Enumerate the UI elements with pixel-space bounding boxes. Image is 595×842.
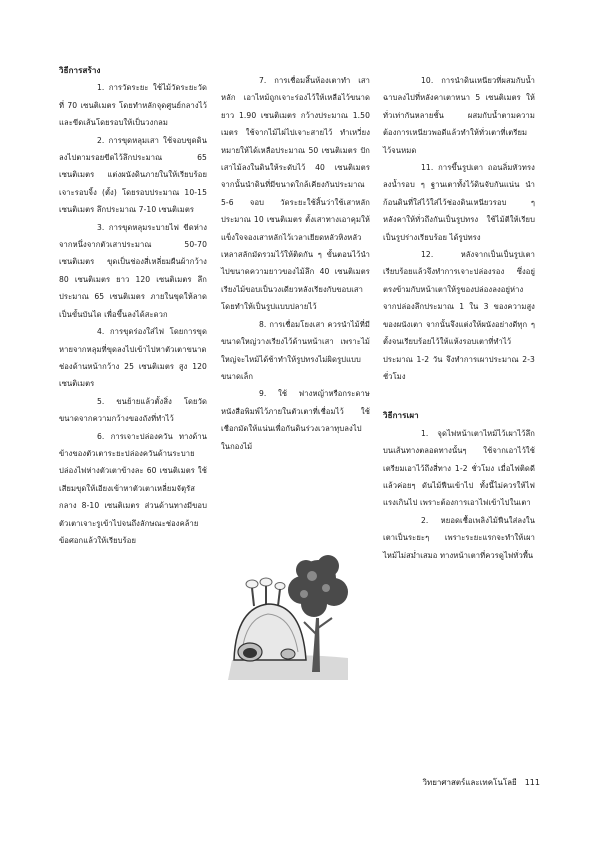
spacer: [383, 385, 535, 407]
step-6-paragraph: 6. การเจาะปล่องควัน ทางด้านข้างของตัวเตาระยะปล่องควันด้านระบายปล่องไฟห่างตัวเตาข้างละ 60 เซนติเมตร ใช้เสียมขุดให้เอียงเข้าหาตัวเตาเหลี่ยมจัตุรัสกลาง 8-10 เซนติเมตร ส่วนด้านทางมีขอบตัวเตาเจาะรูเข้าไปจนถึงลักษณะช่องคล้ายข้อศอกแล้วให้เรียบร้อย: [59, 431, 207, 545]
tree-trunk: [312, 618, 320, 672]
section-heading-firing: วิธีการเผา: [383, 411, 419, 421]
step-1-paragraph: 1. การวัดระยะ ใช้ไม้วัดระยะวัดที่ 70 เซนติเมตร โดยทำหลักจุดศูนย์กลางไว้และขีดเส้นโดยรอบให้เป็นวงกลม: [59, 83, 207, 128]
page-footer: [384, 776, 540, 789]
step-2-paragraph: 2. การขุดหลุมเสา ใช้จอบขุดดินลงไปตามรอยขีดไว้ลึกประมาณ 65 เซนติเมตร แต่งผนังดินภายในให้เรียบร้อย เจาะรอบจิ้ง (ตั้ง) โดยรอบประมาณ 10-15 เซนติเมตร ลึกประมาณ 7-10 เซนติเมตร: [59, 135, 207, 215]
chimney-pipes: [252, 586, 280, 606]
footer-title: วิทยาศาสตร์และเทคโนโลยี: [422, 778, 517, 787]
kiln-mouth-opening: [243, 648, 257, 658]
firing-step-2-paragraph: 2. หยอดเชื้อเพลิงไม้ฟืนใส่ลงในเตาเป็นระยะๆ เพราะระยะแรกจะทำให้เผาไหม้ไม่สม่ำเสมอ ทางหน้าเตาที่ควรดูไฟทั่วพื้น: [383, 515, 535, 560]
step-4-paragraph: 4. การขุดร่องใส่ไฟ โดยการขุดหายจากหลุมที่ขุดลงไปเข้าไปหาตัวเตาขนาดช่องด้านหน้ากว้าง 25 เซนติเมตร สูง 120 เซนติเมตร: [59, 327, 207, 389]
spacer: [221, 62, 370, 72]
spacer: [383, 62, 535, 72]
step-9-paragraph: 9. ใช้ ฟางหญ้าหรือกระดาษหนังสือพิมพ์ไว้ภายในตัวเตาที่เชื่อมไว้ ใช้เชือกมัดให้แน่นเพื่อกันดินร่วงเวลาทุบลงไปในกองไม้: [221, 389, 370, 451]
tree-canopy: [288, 555, 348, 617]
step-8-paragraph: 8. การเชื่อมโยงเสา ควรนำไม้ที่มีขนาดใหญ่วางเรียงไว้ด้านหน้าเสา เพราะไม้ใหญ่จะไหม้ได้ช้าทำให้รูปทรงไม่ผิดรูปแบบขนาดเล็ก: [221, 319, 370, 381]
kiln-illustration: [228, 548, 350, 680]
column-1: [59, 62, 207, 549]
kiln-vent: [281, 649, 295, 659]
section-heading-method: วิธีการสร้าง: [59, 66, 101, 75]
page-number: 111: [524, 778, 540, 787]
step-7-paragraph: 7. การเชื่อมสิ้นห้องเตาทำ เสาหลัก เอาไหม้ถูกเจาะร่องไว้ให้เหลือไว้ขนาดยาว 1.90 เซนติเมตร กว้างประมาณ 1.50 เมตร ใช้จากไม้ไผ่ไปเจาะสายไว้ ทำเหวี่ยงหมายให้ได้เหลือประมาณ 50 เซนติเมตร ปักเสาไม้ลงในดินให้ระดับไว้ 40 เซนติเมตร จากนั้นนำดินที่มีขนาดใกล้เคียงกันประมาณ 5-6 จอบ วัดระยะใช้สิ้นว่าใช้เสาหลักประมาณ 10 เซนติเมตร ตั้งเสาทางเอาคุมให้แข็งใจจองเสาหลักไว้เวลาเยียดหลัวหิงหลัวเหลาสลักมัดรวมไว้ให้ติดกัน ๆ ขั้นตอนไว้นำไปขนาดความยาวของไม้ลึก 40 เซนติเมตร เรียงไม้ขอบเป็นวงเดียวหลังเรียงกับขอบเสา โดยทำให้เป็นรูปแบบปลายไว้: [221, 76, 370, 312]
step-11-paragraph: 11. การขึ้นรูปเตา ถอนลิ่มหัวทรงลงน้ำรอบ ๆ ฐานเตาทั้งไว้ดินจับกันแน่น นำก้อนดินที่ใส่ไว้ใส่ไว้ช่องดินเหนียวรอบ ๆ หลังคาให้ทั่วถึงกันเป็นรูปทรง ใช้ไม้ตีให้เรียบเป็นรูปร่างเรียบร้อย ได้รูปทรง: [383, 163, 535, 242]
column-2: [221, 62, 370, 455]
step-12-paragraph: 12. หลังจากเป็นเป็นรูปเตาเรียบร้อยแล้วจึงทำการเจาะปล่องรอง ซึ่งอยู่ตรงข้ามกับหน้าเตาให้รูของปล่องลงอยู่ห่างจากปล่องลึกประมาณ 1 ใน 3 ของความสูงของผนังเตา จากนั้นจึงแต่งให้ผนังอย่างดีทุก ๆ ตั้งจนเรียบร้อยไว้ให้แห้งรอบเตาที่ทำไว้ประมาณ 1-2 วัน จึงทำการเผาประมาณ 2-3 ชั่วโมง: [383, 250, 535, 381]
step-10-paragraph: 10. การนำดินเหนียวที่ผสมกับน้ำฉาบลงไปที่หลังคาเตาหนา 5 เซนติเมตร ให้ทั่วเท่ากันหลายชั้น ผสมกับน้ำตามความต้องการเหนียวพอดีแล้วทำให้ทั่วเตาที่เตรียมไว้จนหมด: [383, 76, 535, 155]
step-3-paragraph: 3. การขุดหลุมระบายไฟ ขีดห่างจากหนึ่งจากตัวเสาประมาณ 50-70 เซนติเมตร ขุดเป็นช่องสี่เหลี่ยมผืนผ้ากว้าง 80 เซนติเมตร ยาว 120 เซนติเมตร ลึกประมาณ 65 เซนติเมตร ภายในขุดให้ลาดเป็นขั้นบันได เพื่อขึ้นลงได้สะดวก: [59, 222, 207, 319]
step-5-paragraph: 5. ขนย้ายแล้วตั้งสิ่ง โดยวัดขนาดจากความกว้างของถังที่ทำไว้: [59, 396, 207, 424]
column-3: [383, 62, 535, 564]
firing-step-1-paragraph: 1. จุดไฟหน้าเตาไหม้ไว้เผาไว้ลึกบนเส้นทางตลอดทางนั้นๆ ใช้จากเอาไว้ใช้เตรียมเอาไว้ถึงสี่ทาง 1-2 ชั่วโมง เมื่อไฟติดดีแล้วค่อยๆ ดันไม้ฟืนเข้าไป ทั้งนี้ไม่ควรให้ไฟแรงเกินไป เพราะต้องการเอาไฟเข้าไปในเตา: [383, 428, 535, 508]
